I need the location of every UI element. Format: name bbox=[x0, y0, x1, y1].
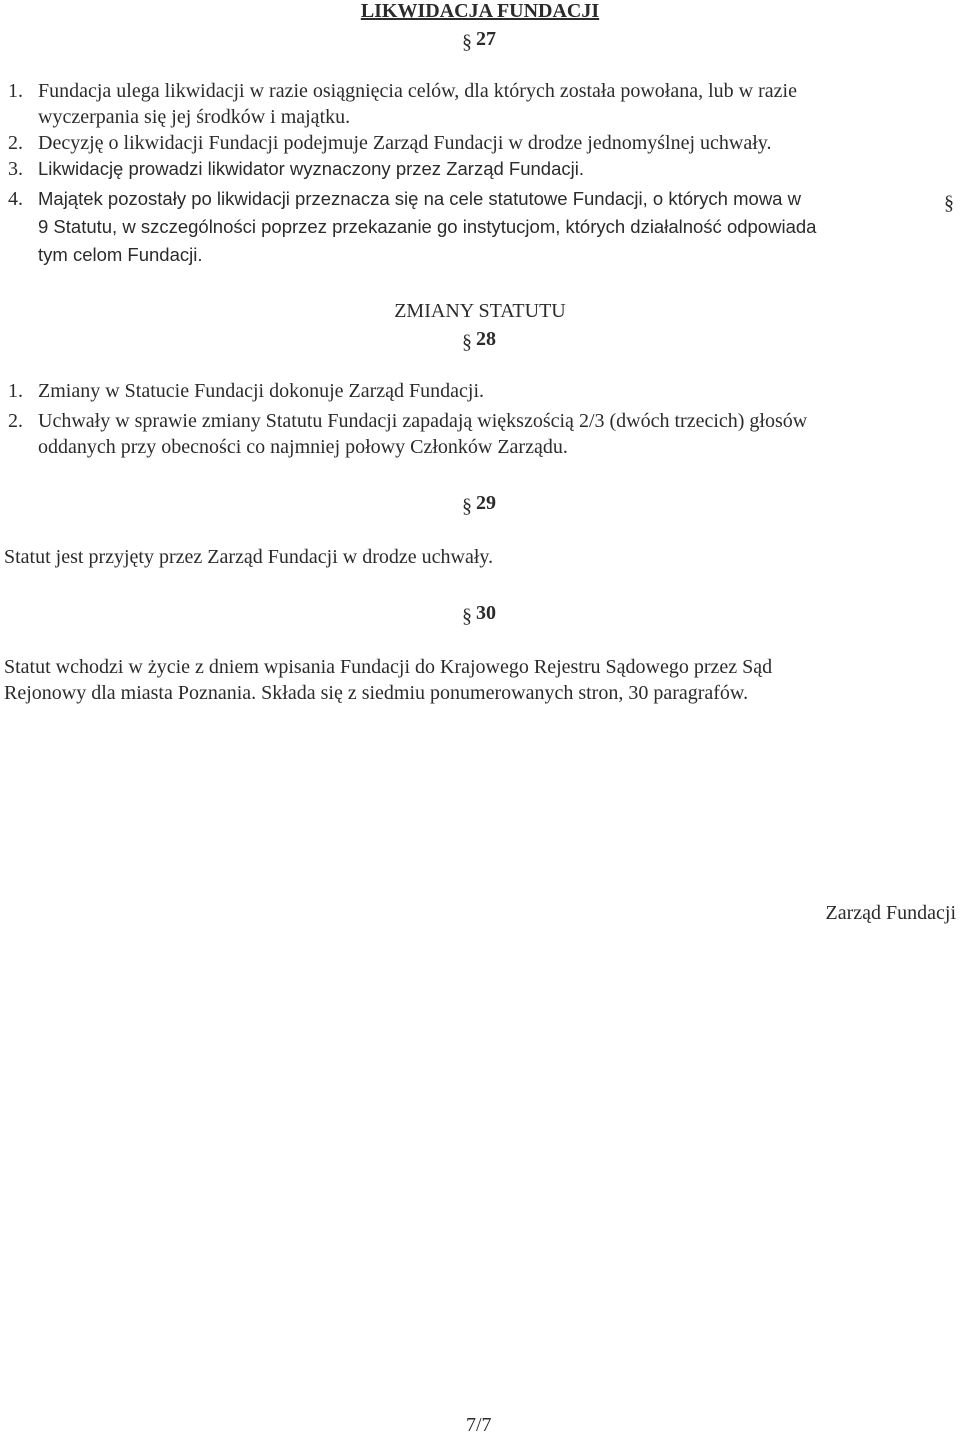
list-item-text: wyczerpania się jej środków i majątku. bbox=[38, 106, 351, 128]
list-item-text: Uchwały w sprawie zmiany Statutu Fundacji zapadają większością 2/3 (dwóch trzecich) głosów bbox=[38, 410, 808, 432]
paragraph-text: Statut jest przyjęty przez Zarząd Fundacji w drodze uchwały. bbox=[4, 546, 494, 568]
paragraph-sign-icon: § bbox=[462, 331, 472, 353]
paragraph-text: Statut wchodzi w życie z dniem wpisania Fundacji do Krajowego Rejestru Sądowego przez Sąd bbox=[4, 656, 773, 678]
page-number: 7/7 bbox=[466, 1414, 492, 1436]
list-item-text: Majątek pozostały po likwidacji przeznacza się na cele statutowe Fundacji, o których mowa w bbox=[38, 188, 801, 209]
list-item-text: oddanych przy obecności co najmniej połowy Członków Zarządu. bbox=[38, 436, 568, 458]
list-item-marker: 2. bbox=[8, 410, 23, 432]
paragraph-sign-icon: § bbox=[462, 495, 472, 517]
paragraph-28-header bbox=[462, 326, 496, 352]
paragraph-number: 27 bbox=[476, 28, 496, 50]
paragraph-text: Rejonowy dla miasta Poznania. Składa się z siedmiu ponumerowanych stron, 30 paragrafów. bbox=[4, 682, 749, 704]
list-item-marker: 1. bbox=[8, 380, 23, 402]
paragraph-27-header bbox=[462, 26, 496, 52]
list-item-text: 9 Statutu, w szczególności poprzez przekazanie go instytucjom, których działalność odpowiada bbox=[38, 216, 817, 237]
paragraph-29-header bbox=[462, 490, 496, 516]
paragraph-number: 28 bbox=[476, 328, 496, 350]
paragraph-number: 29 bbox=[476, 492, 496, 514]
section-title-amendments: ZMIANY STATUTU bbox=[394, 300, 566, 322]
list-item-marker: 1. bbox=[8, 80, 23, 102]
list-item-text: Decyzję o likwidacji Fundacji podejmuje Zarząd Fundacji w drodze jednomyślnej uchwały. bbox=[38, 132, 772, 154]
list-item-text: Fundacja ulega likwidacji w razie osiągnięcia celów, dla których została powołana, lub w razie bbox=[38, 80, 797, 102]
list-item-text: Likwidację prowadzi likwidator wyznaczony przez Zarząd Fundacji. bbox=[38, 158, 584, 179]
list-item-text: Zmiany w Statucie Fundacji dokonuje Zarząd Fundacji. bbox=[38, 380, 484, 402]
list-item-marker: 2. bbox=[8, 132, 23, 154]
paragraph-sign-icon: § bbox=[944, 192, 954, 214]
paragraph-number: 30 bbox=[476, 602, 496, 624]
signature: Zarząd Fundacji bbox=[825, 902, 956, 924]
paragraph-sign-icon: § bbox=[462, 31, 472, 53]
list-item-marker: 3. bbox=[8, 158, 23, 180]
list-item-marker: 4. bbox=[8, 188, 23, 210]
paragraph-30-header bbox=[462, 600, 496, 626]
paragraph-sign-icon: § bbox=[462, 605, 472, 627]
list-item-text: tym celom Fundacji. bbox=[38, 244, 203, 265]
section-title-liquidation: LIKWIDACJA FUNDACJI bbox=[360, 0, 600, 22]
